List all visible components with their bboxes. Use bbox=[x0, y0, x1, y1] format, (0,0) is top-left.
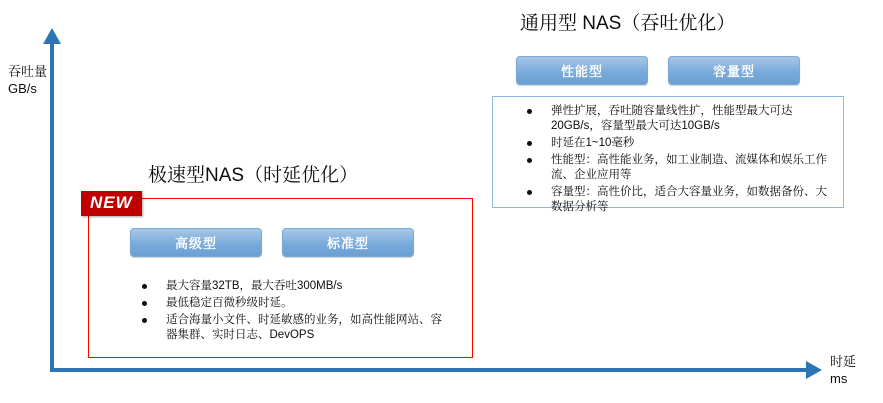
list-item: 弹性扩展，吞吐随容量线性扩，性能型最大可达20GB/s，容量型最大可达10GB/s bbox=[501, 104, 833, 134]
status-badge-new: NEW bbox=[81, 191, 142, 216]
list-item: 时延在1~10毫秒 bbox=[501, 136, 833, 151]
list-item: 适合海量小文件、时延敏感的业务，如高性能网站、容器集群、实时日志、DevOPS bbox=[116, 313, 448, 343]
pill-performance-type[interactable]: 性能型 bbox=[516, 56, 648, 85]
group-extreme-nas-pills bbox=[130, 228, 414, 257]
list-item: 最低稳定百微秒级时延。 bbox=[116, 296, 448, 311]
arrow-right-icon bbox=[806, 361, 822, 379]
x-axis-label bbox=[830, 353, 856, 387]
group-extreme-nas bbox=[88, 160, 478, 355]
group-general-nas-bullets bbox=[492, 96, 844, 213]
x-axis-label-line2: ms bbox=[830, 371, 848, 386]
x-axis-line bbox=[50, 368, 810, 372]
group-extreme-nas-bullets bbox=[108, 272, 458, 350]
y-axis-label-line1: 吞吐量 bbox=[8, 64, 48, 79]
group-general-nas-title: 通用型 NAS（吞吐优化） bbox=[520, 13, 736, 34]
list-item: 容量型：高性价比，适合大容量业务，如数据备份、大数据分析等 bbox=[501, 185, 833, 215]
x-axis-label-line1: 时延 bbox=[830, 354, 857, 369]
y-axis-label bbox=[8, 63, 52, 97]
pill-standard-type[interactable]: 标准型 bbox=[282, 228, 414, 257]
list-item: 性能型：高性能业务，如工业制造、流媒体和娱乐工作流、企业应用等 bbox=[501, 153, 833, 183]
pill-capacity-type[interactable]: 容量型 bbox=[668, 56, 800, 85]
y-axis-label-line2: GB/s bbox=[8, 81, 37, 96]
arrow-up-icon bbox=[43, 28, 61, 44]
pill-advanced-type[interactable]: 高级型 bbox=[130, 228, 262, 257]
group-general-nas-pills bbox=[516, 56, 800, 85]
group-general-nas bbox=[492, 8, 852, 213]
list-item: 最大容量32TB，最大吞吐300MB/s bbox=[116, 279, 448, 294]
group-extreme-nas-title: 极速型NAS（时延优化） bbox=[148, 165, 359, 186]
